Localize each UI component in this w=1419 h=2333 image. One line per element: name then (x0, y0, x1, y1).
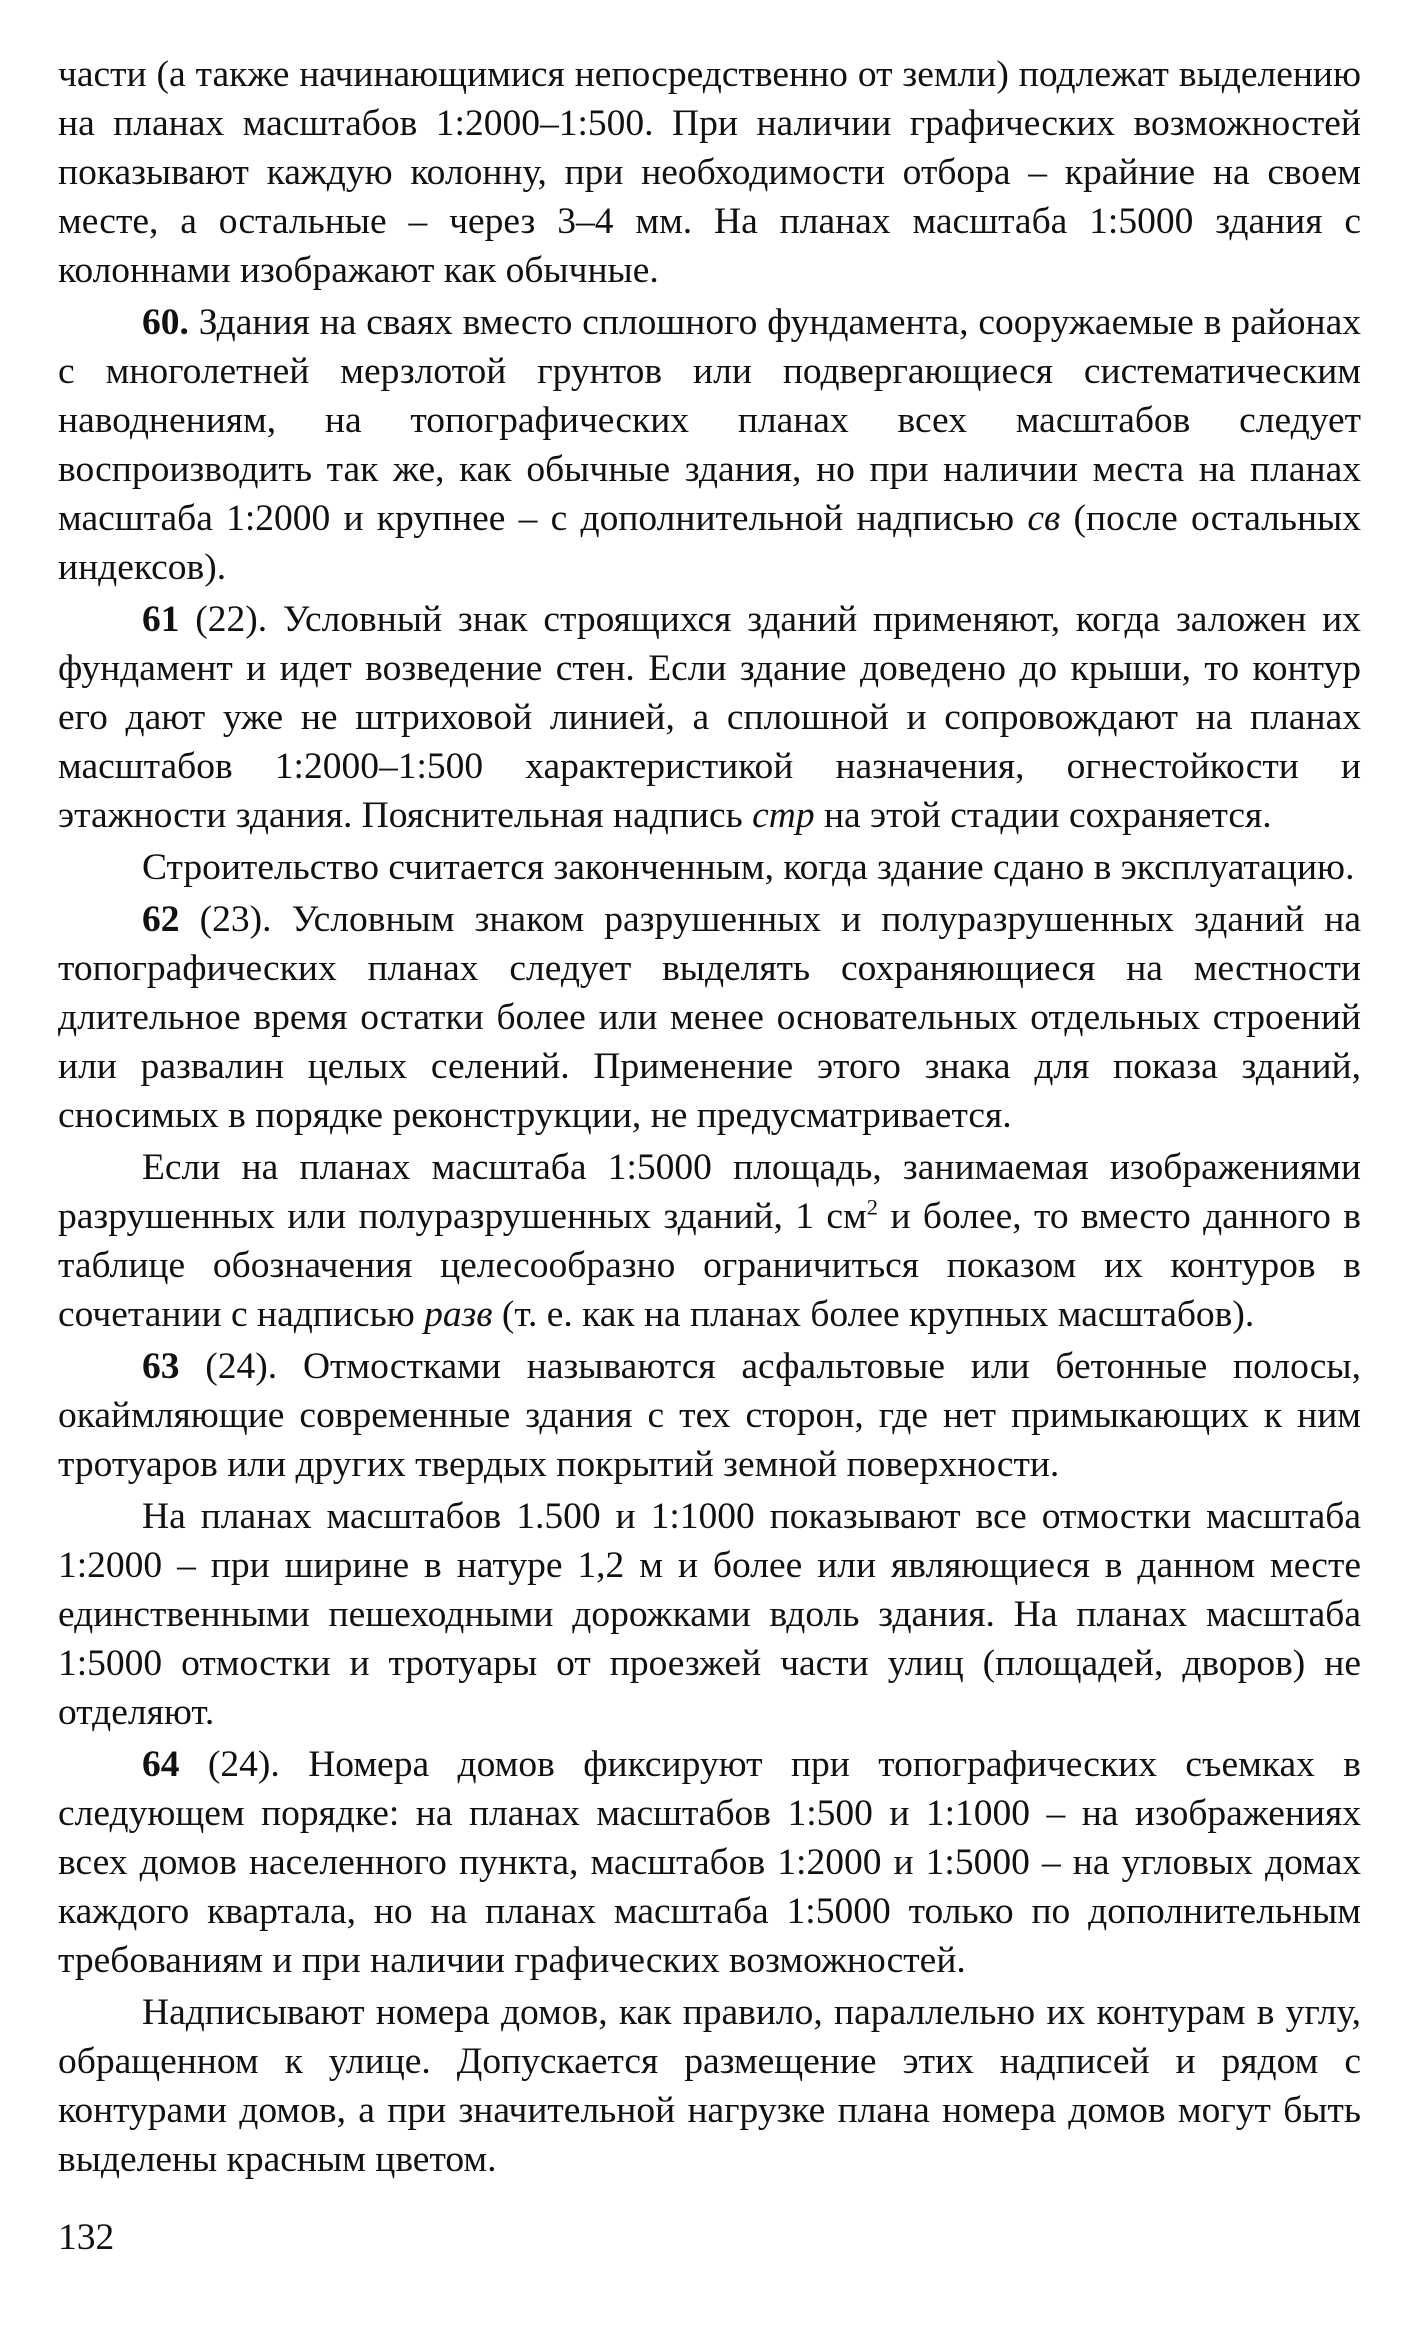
item-number: 64 (142, 1744, 180, 1785)
item-number: 61 (142, 599, 180, 640)
paragraph-text: (23). Условным знаком разрушенных и полуразрушенных зданий на топографических планах следует выделять сохраняющиеся на местности длительное время остатки более или менее основательных отдельных строений или развалин целых селений. Применение этого знака для показа зданий, сносимых в порядке реконструкции, не предусматривается. (58, 899, 1361, 1136)
superscript: 2 (866, 1194, 879, 1220)
paragraph-columns-continuation (58, 50, 1361, 295)
item-number: 62 (142, 899, 180, 940)
paragraph-63 (58, 1342, 1361, 1489)
paragraph-text: Надписывают номера домов, как правило, параллельно их контурам в углу, обращенном к улице. Допускается размещение этих надписей и рядом с контурами домов, а при значительной нагрузке плана номера домов могут быть выделены красным цветом. (58, 1992, 1361, 2180)
paragraph-60 (58, 298, 1361, 592)
paragraph-ruins-scale (58, 1143, 1361, 1339)
document-page (58, 50, 1361, 2187)
italic-label: стр (752, 795, 815, 836)
paragraph-text-end: (т. е. как на планах более крупных масштабов). (492, 1294, 1255, 1335)
paragraph-text: Если на планах масштаба 1:5000 площадь, занимаемая изображениями разрушенных или полуразрушенных зданий, 1 см (58, 1147, 1361, 1237)
paragraph-text: Строительство считается законченным, когда здание сдано в эксплуатацию. (142, 847, 1355, 888)
paragraph-text: Здания на сваях вместо сплошного фундамента, сооружаемые в районах с многолетней мерзлотой грунтов или подвергающиеся систематическим наводнениям, на топографических планах всех масштабов следует воспроизводить так же, как обычные здания, но при наличии места на планах масштаба 1:2000 и крупнее – с дополнительной надписью (58, 302, 1361, 539)
paragraph-text: (24). Номера домов фиксируют при топографических съемках в следующем порядке: на планах масштабов 1:500 и 1:1000 – на изображениях всех домов населенного пункта, масштабов 1:2000 и 1:5000 – на угловых домах каждого квартала, но на планах масштаба 1:5000 только по дополнительным требованиям и при наличии графических возможностей. (58, 1744, 1361, 1981)
italic-label: разв (424, 1294, 493, 1335)
italic-label: св (1027, 498, 1061, 539)
item-number: 60. (142, 302, 189, 343)
paragraph-text: (24). Отмостками называются асфальтовые или бетонные полосы, окаймляющие современные здания с тех сторон, где нет примыкающих к ним тротуаров или других твердых покрытий земной поверхности. (58, 1346, 1361, 1485)
paragraph-construction-completed (58, 843, 1361, 892)
paragraph-62 (58, 895, 1361, 1140)
item-number: 63 (142, 1346, 180, 1387)
paragraph-text-middle: и более, то вместо данного в таблице обозначения целесообразно ограничиться показом их контуров в сочетании с надписью (58, 1196, 1361, 1335)
paragraph-house-numbers (58, 1988, 1361, 2184)
paragraph-text: (22). Условный знак строящихся зданий применяют, когда заложен их фундамент и идет возведение стен. Если здание доведено до крыши, то контур его дают уже не штриховой линией, а сплошной и сопровождают на планах масштабов 1:2000–1:500 характеристикой назначения, огнестойкости и этажности здания. Пояснительная надпись (58, 599, 1361, 836)
paragraph-blind-areas (58, 1492, 1361, 1737)
paragraph-64 (58, 1740, 1361, 1985)
paragraph-text-end: на этой стадии сохраняется. (814, 795, 1272, 836)
paragraph-text: части (а также начинающимися непосредственно от земли) подлежат выделению на планах масштабов 1:2000–1:500. При наличии графических возможностей показывают каждую колонну, при необходимости отбора – крайние на своем месте, а остальные – через 3–4 мм. На планах масштаба 1:5000 здания с колоннами изображают как обычные. (58, 54, 1361, 291)
paragraph-text-end: (после остальных индексов). (58, 498, 1362, 588)
paragraph-61 (58, 595, 1361, 840)
paragraph-text: На планах масштабов 1.500 и 1:1000 показывают все отмостки масштаба 1:2000 – при ширине в натуре 1,2 м и более или являющиеся в данном месте единственными пешеходными дорожками вдоль здания. На планах масштаба 1:5000 отмостки и тротуары от проезжей части улиц (площадей, дворов) не отделяют. (58, 1496, 1361, 1733)
page-number: 132 (58, 2217, 115, 2258)
